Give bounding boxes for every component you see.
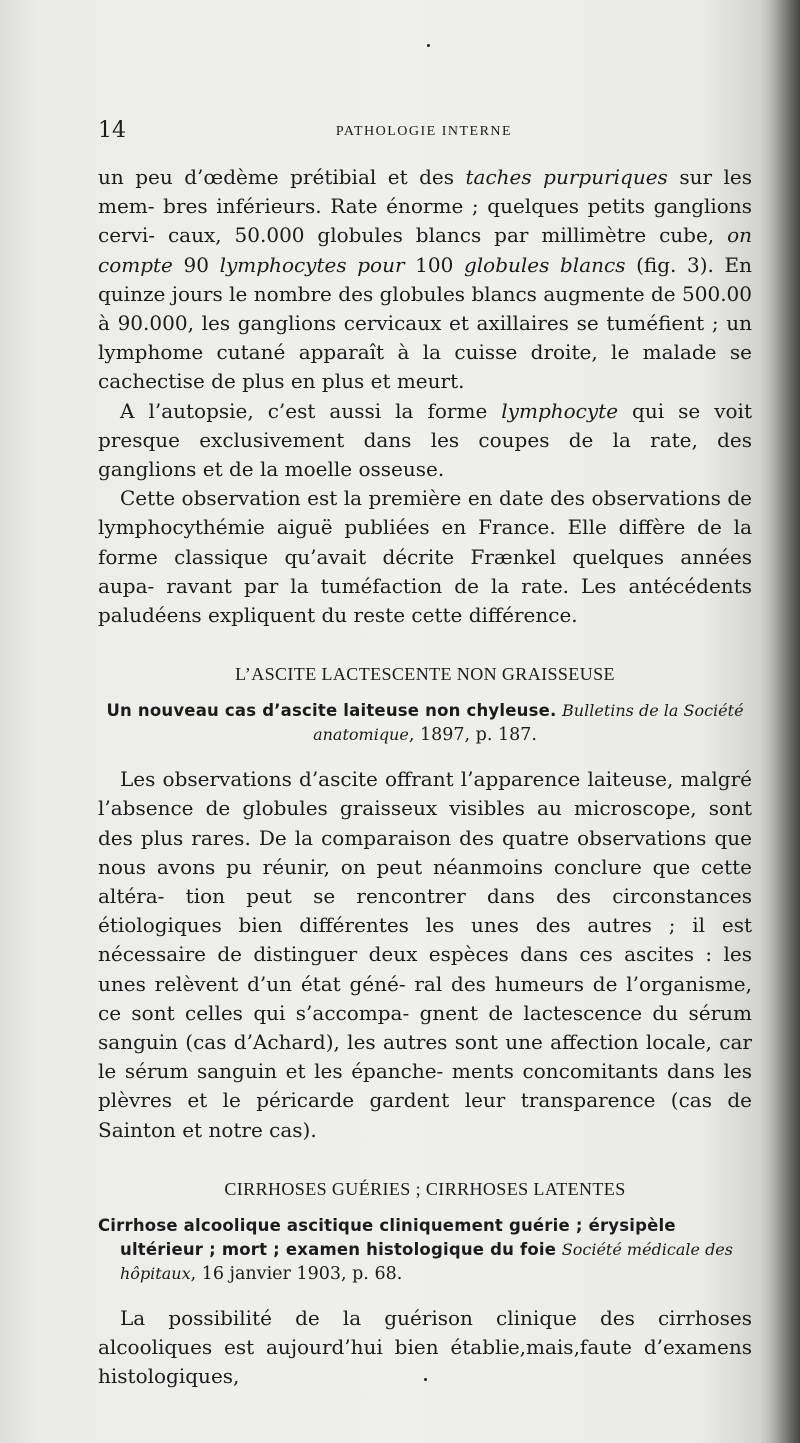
text-run: un peu d’œdème prétibial et des [98, 165, 466, 189]
paragraph-case-description [98, 163, 752, 397]
text-run: A l’autopsie, c’est aussi la forme [120, 398, 502, 423]
italic-run: globules blancs [463, 252, 626, 277]
reference-title: Cirrhose alcoolique ascitique cliniquement guérie ; érysipèle ultérieur ; mort ; examen histologique du foie [98, 1215, 676, 1259]
reference-details: , 16 janvier 1903, p. 68. [190, 1263, 403, 1284]
section-heading-cirrhoses: CIRRHOSES GUÉRIES ; CIRRHOSES LATENTES [224, 1178, 626, 1199]
speck-mark [427, 44, 430, 47]
reference-cirrhose [98, 1214, 752, 1286]
text-run: 90 [172, 252, 220, 277]
paragraph-autopsy [98, 397, 752, 485]
reference-source: Bulletins de la Société anatomique [313, 701, 744, 745]
text-run: (fig. 3). En quinze jours le nombre des globules blancs augmente de 500.00 à 90.000, les ganglions cervicaux et axillaires se tuméfient ; un lymphome cutané apparaît à la cuisse droite, le malade se cachectise de plus en plus et meurt. [98, 252, 753, 394]
paragraph-observation: Cette observation est la première en date des observations de lymphocythémie aiguë publiées en France. Elle diffère de la forme classique qu’avait décrite Frænkel quelques années aupa- ravant par la tuméfaction de la rate. Les antécédents paludéens expliquent du reste cette différence. [98, 486, 752, 628]
paragraph-ascite: Les observations d’ascite offrant l’apparence laiteuse, malgré l’absence de globules graisseux visibles au microscope, sont des plus rares. De la comparaison des quatre observations que nous avons pu réunir, on peut néanmoins conclure que cette altéra- tion peut se rencontrer dans des circonstances étiologiques bien différentes les unes des autres ; il est nécessaire de distinguer deux espèces dans ces ascites : les unes relèvent d’un état géné- ral des humeurs de l’organisme, ce sont celles qui s’accompa- gnent de lactescence du sérum sanguin (cas d’Achard), les autres sont une affection locale, car le sérum sanguin et les épanche- ments concomitants dans les plèvres et le péricarde gardent leur transparence (cas de Sainton et notre cas). [98, 767, 752, 1142]
page-header [98, 118, 750, 148]
reference-ascite [98, 699, 752, 747]
italic-run: taches purpuriques [465, 165, 668, 189]
running-title: PATHOLOGIE INTERNE [335, 124, 513, 139]
italic-run: lymphocyte [501, 398, 619, 423]
page-number: 14 [98, 118, 126, 143]
reference-source: Société médicale des hôpitaux [120, 1239, 733, 1283]
section-heading-ascite: L’ASCITE LACTESCENTE NON GRAISSEUSE [235, 664, 615, 685]
reference-details: , 1897, p. 187. [408, 725, 537, 746]
text-run: 100 [404, 252, 464, 277]
text-run: qui se voit presque exclusivement dans les coupes de la rate, des ganglions et de la moelle osseuse. [98, 398, 752, 482]
italic-run: lymphocytes pour [219, 252, 405, 277]
page-edge-shadow [772, 0, 800, 1443]
page-body [98, 163, 752, 1392]
italic-run: on compte [98, 223, 752, 277]
text-run: sur les mem- bres inférieurs. Rate énorme ; quelques petits ganglions cervi- caux, 50.000 globules blancs par millimètre cube, [98, 165, 753, 248]
reference-title: Un nouveau cas d’ascite laiteuse non chyleuse. [106, 701, 557, 721]
paragraph-cirrhose: La possibilité de la guérison clinique des cirrhoses alcooliques est aujourd’hui bien établie,mais,faute d’examens histologiques, [98, 1305, 752, 1389]
